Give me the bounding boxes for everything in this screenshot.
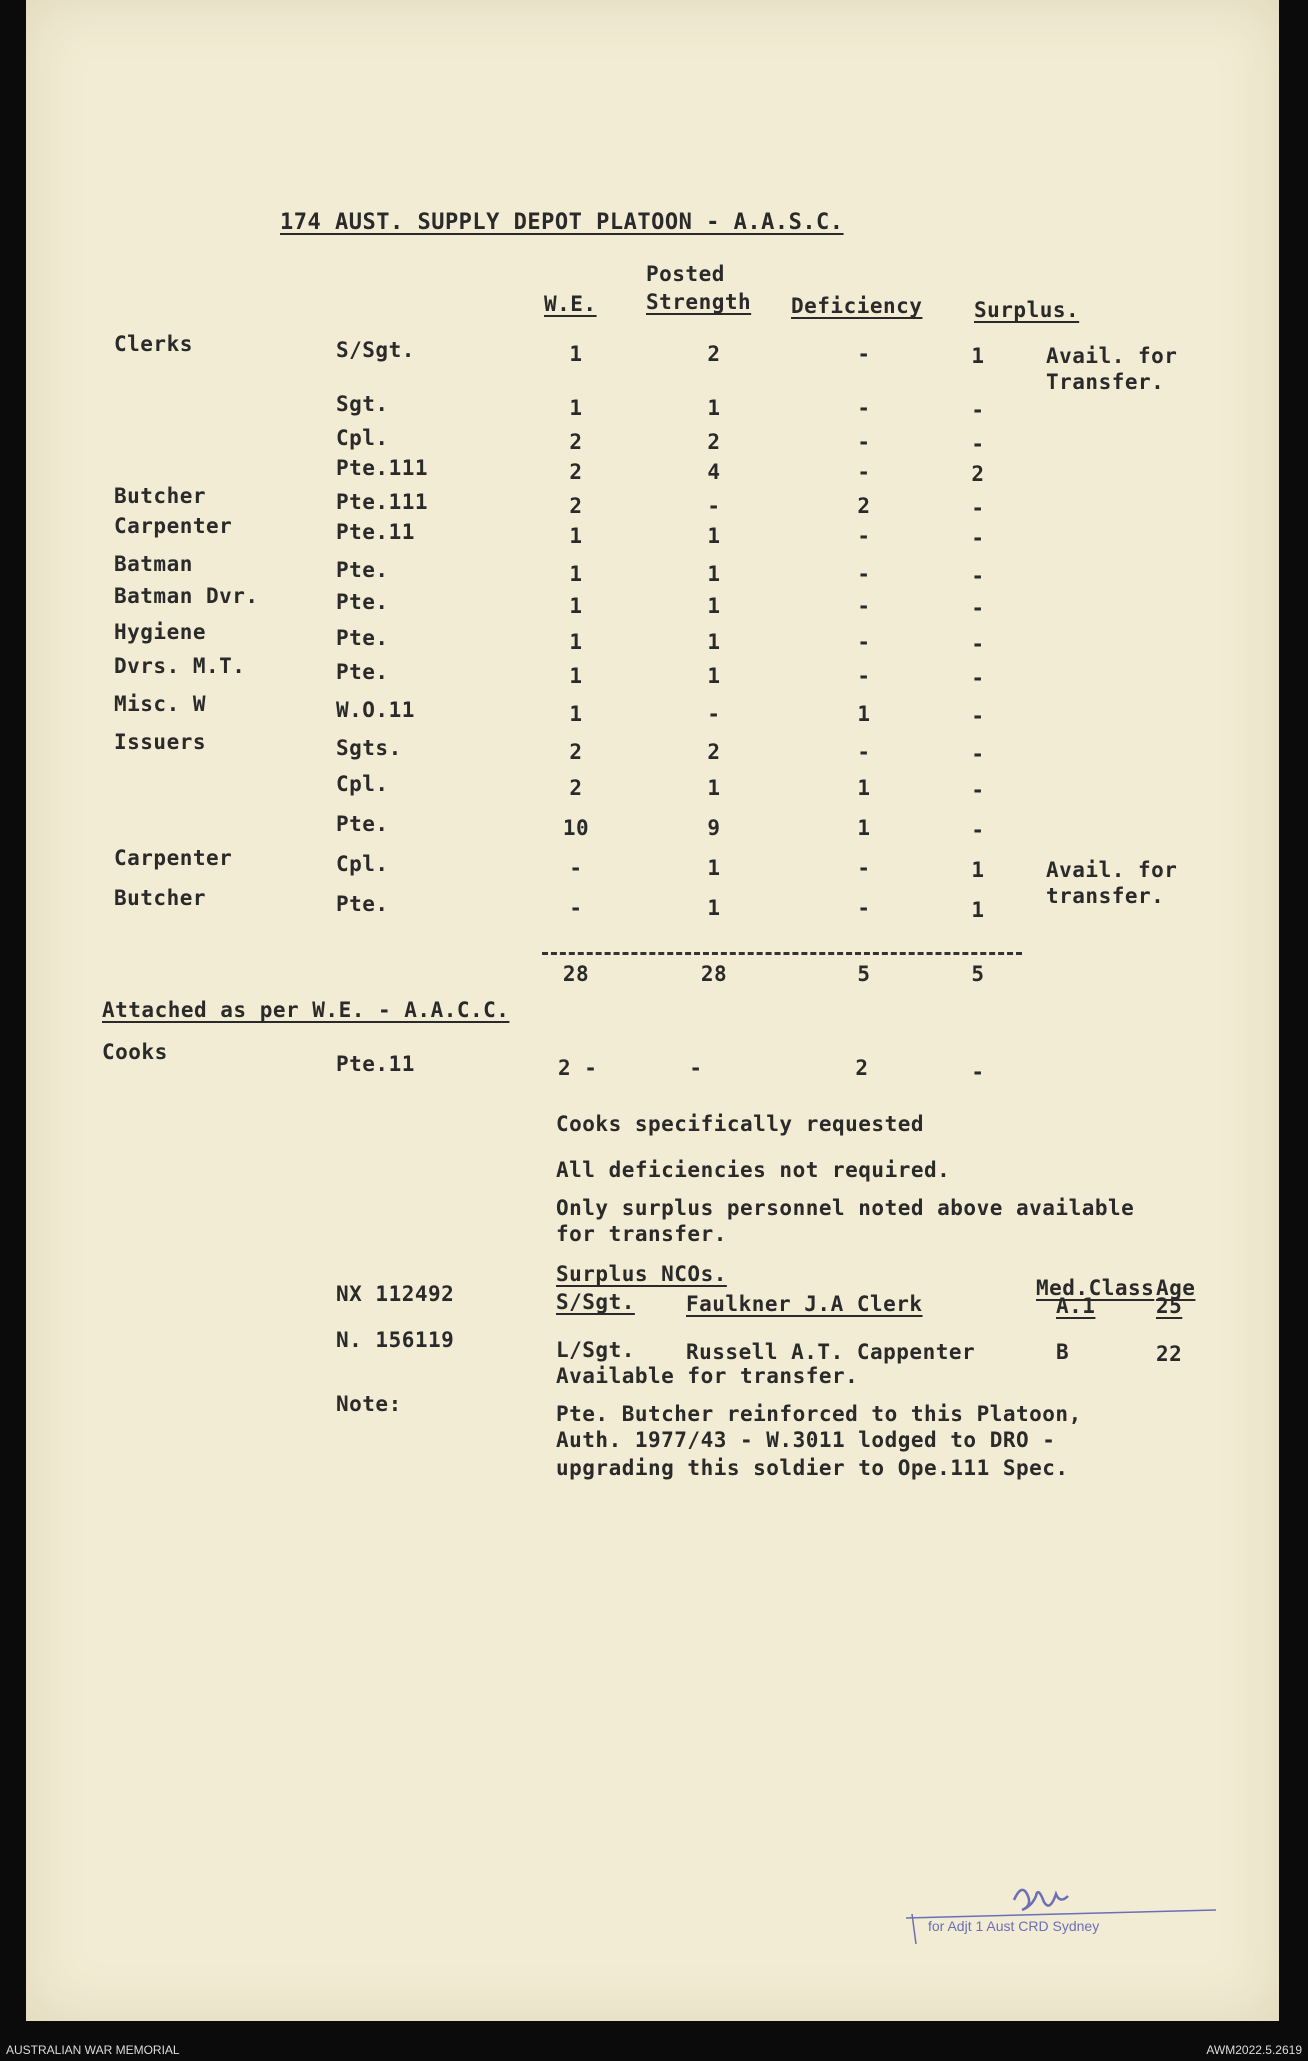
row-surplus: -: [971, 398, 985, 422]
signature-icon: [906, 1870, 1236, 1950]
row-surplus: -: [971, 666, 985, 690]
row-surplus: -: [971, 496, 985, 520]
remark-surplus-2: for transfer.: [556, 1222, 727, 1246]
row-trade: Carpenter: [114, 514, 233, 538]
footer-left: AUSTRALIAN WAR MEMORIAL: [6, 2043, 180, 2057]
row-surplus: -: [971, 596, 985, 620]
row-posted: 1: [707, 524, 721, 548]
row-rank: Pte.111: [336, 490, 429, 514]
row-surplus: -: [971, 432, 985, 456]
row-deficiency: -: [857, 856, 871, 880]
row-surplus: 1: [971, 858, 985, 882]
row-posted: 1: [707, 664, 721, 688]
row-we: 2: [569, 494, 583, 518]
row-we: 1: [569, 702, 583, 726]
header-posted-top: Posted: [646, 262, 725, 286]
row-rank: Pte.: [336, 626, 389, 650]
row-rank: S/Sgt.: [336, 338, 415, 362]
row-deficiency: -: [857, 524, 871, 548]
header-posted-bottom: Strength: [646, 290, 752, 314]
row-deficiency: -: [857, 740, 871, 764]
attached-we: 2 -: [558, 1056, 598, 1080]
row-we: 2: [569, 776, 583, 800]
row-deficiency: 1: [857, 816, 871, 840]
document-title: 174 AUST. SUPPLY DEPOT PLATOON - A.A.S.C.: [280, 210, 844, 235]
row-trade: Clerks: [114, 332, 193, 356]
row-deficiency: 1: [857, 702, 871, 726]
row-deficiency: -: [857, 396, 871, 420]
row-posted: 1: [707, 396, 721, 420]
row-note: Avail. for: [1046, 344, 1178, 368]
nco-class: A.1: [1056, 1294, 1096, 1318]
nco-name: Faulkner J.A Clerk: [686, 1292, 923, 1316]
nco-number: N. 156119: [336, 1328, 455, 1352]
row-posted: -: [707, 702, 721, 726]
row-note-2: transfer.: [1046, 884, 1165, 908]
row-deficiency: -: [857, 664, 871, 688]
attached-posted: -: [689, 1056, 703, 1080]
row-rank: Pte.111: [336, 456, 429, 480]
attached-rank: Pte.11: [336, 1052, 415, 1076]
row-posted: -: [707, 494, 721, 518]
med-class-header: Med.Class: [1036, 1276, 1155, 1300]
row-we: 1: [569, 342, 583, 366]
row-surplus: -: [971, 778, 985, 802]
nco-age: 25: [1156, 1294, 1183, 1318]
row-trade: Dvrs. M.T.: [114, 654, 246, 678]
row-deficiency: -: [857, 594, 871, 618]
remark-cooks: Cooks specifically requested: [556, 1112, 925, 1136]
row-posted: 2: [707, 342, 721, 366]
row-trade: Issuers: [114, 730, 207, 754]
nco-rank: S/Sgt.: [556, 1290, 635, 1314]
total-surplus: 5: [971, 962, 985, 986]
header-we: W.E.: [544, 292, 597, 316]
row-surplus: -: [971, 564, 985, 588]
row-deficiency: -: [857, 562, 871, 586]
row-deficiency: -: [857, 896, 871, 920]
total-rule: [542, 952, 1022, 955]
header-surplus: Surplus.: [974, 298, 1080, 322]
row-surplus: 2: [971, 462, 985, 486]
row-deficiency: 1: [857, 776, 871, 800]
row-rank: Cpl.: [336, 426, 389, 450]
note-line: Auth. 1977/43 - W.3011 lodged to DRO -: [556, 1428, 1056, 1452]
row-deficiency: 2: [857, 494, 871, 518]
row-trade: Butcher: [114, 484, 207, 508]
note-line: Pte. Butcher reinforced to this Platoon,: [556, 1402, 1082, 1426]
row-rank: Sgt.: [336, 392, 389, 416]
row-deficiency: -: [857, 430, 871, 454]
footer-right: AWM2022.5.2619: [1206, 2043, 1302, 2057]
row-we: 1: [569, 630, 583, 654]
row-trade: Batman Dvr.: [114, 584, 259, 608]
row-we: 10: [562, 816, 590, 840]
row-deficiency: -: [857, 630, 871, 654]
row-surplus: -: [971, 632, 985, 656]
header-deficiency: Deficiency: [791, 294, 923, 318]
row-rank: Pte.: [336, 558, 389, 582]
row-rank: Pte.: [336, 812, 389, 836]
row-we: 1: [569, 524, 583, 548]
row-we: 1: [569, 594, 583, 618]
remark-deficiencies: All deficiencies not required.: [556, 1158, 951, 1182]
nco-name: Russell A.T. Cappenter: [686, 1340, 976, 1364]
row-surplus: 1: [971, 898, 985, 922]
attached-trade: Cooks: [102, 1040, 168, 1064]
row-we: 2: [569, 740, 583, 764]
row-we: 1: [569, 562, 583, 586]
row-rank: Cpl.: [336, 852, 389, 876]
row-posted: 1: [707, 856, 721, 880]
nco-rank: L/Sgt.: [556, 1338, 635, 1362]
signature-stamp: [906, 1870, 1236, 1955]
row-deficiency: -: [857, 342, 871, 366]
row-we: 2: [569, 430, 583, 454]
note-line: upgrading this soldier to Ope.111 Spec.: [556, 1456, 1069, 1480]
row-posted: 2: [707, 740, 721, 764]
row-rank: Sgts.: [336, 736, 402, 760]
age-header: Age: [1156, 1276, 1196, 1300]
row-rank: Pte.: [336, 660, 389, 684]
row-deficiency: -: [857, 460, 871, 484]
total-posted: 28: [700, 962, 728, 986]
row-we: 1: [569, 664, 583, 688]
row-we: -: [569, 856, 583, 880]
row-we: -: [569, 896, 583, 920]
attached-heading: Attached as per W.E. - A.A.C.C.: [102, 998, 510, 1022]
row-surplus: -: [971, 704, 985, 728]
attached-deficiency: 2: [855, 1056, 869, 1080]
document-page: [26, 0, 1279, 2021]
row-note: Avail. for: [1046, 858, 1178, 882]
row-trade: Hygiene: [114, 620, 207, 644]
row-trade: Carpenter: [114, 846, 233, 870]
nco-number: NX 112492: [336, 1282, 455, 1306]
row-trade: Batman: [114, 552, 193, 576]
row-posted: 9: [707, 816, 721, 840]
row-posted: 1: [707, 776, 721, 800]
row-rank: W.O.11: [336, 698, 415, 722]
row-surplus: -: [971, 742, 985, 766]
row-surplus: 1: [971, 344, 985, 368]
row-posted: 2: [707, 430, 721, 454]
row-surplus: -: [971, 818, 985, 842]
row-surplus: -: [971, 526, 985, 550]
row-note-2: Transfer.: [1046, 370, 1165, 394]
row-trade: Misc. W: [114, 692, 207, 716]
row-we: 2: [569, 460, 583, 484]
total-we: 28: [562, 962, 590, 986]
row-rank: Pte.: [336, 590, 389, 614]
row-posted: 1: [707, 594, 721, 618]
nco-age: 22: [1156, 1342, 1183, 1366]
row-posted: 1: [707, 896, 721, 920]
attached-surplus: -: [971, 1060, 985, 1084]
row-posted: 1: [707, 562, 721, 586]
row-rank: Cpl.: [336, 772, 389, 796]
row-posted: 1: [707, 630, 721, 654]
surplus-ncos-heading: Surplus NCOs.: [556, 1262, 727, 1286]
remark-surplus-1: Only surplus personnel noted above available: [556, 1196, 1135, 1220]
note-label: Note:: [336, 1392, 402, 1416]
stamp-text: for Adjt 1 Aust CRD Sydney: [928, 1918, 1100, 1934]
row-posted: 4: [707, 460, 721, 484]
row-trade: Butcher: [114, 886, 207, 910]
nco-class: B: [1056, 1340, 1070, 1364]
row-we: 1: [569, 396, 583, 420]
nco-availability: Available for transfer.: [556, 1364, 859, 1388]
total-deficiency: 5: [857, 962, 871, 986]
row-rank: Pte.11: [336, 520, 415, 544]
row-rank: Pte.: [336, 892, 389, 916]
